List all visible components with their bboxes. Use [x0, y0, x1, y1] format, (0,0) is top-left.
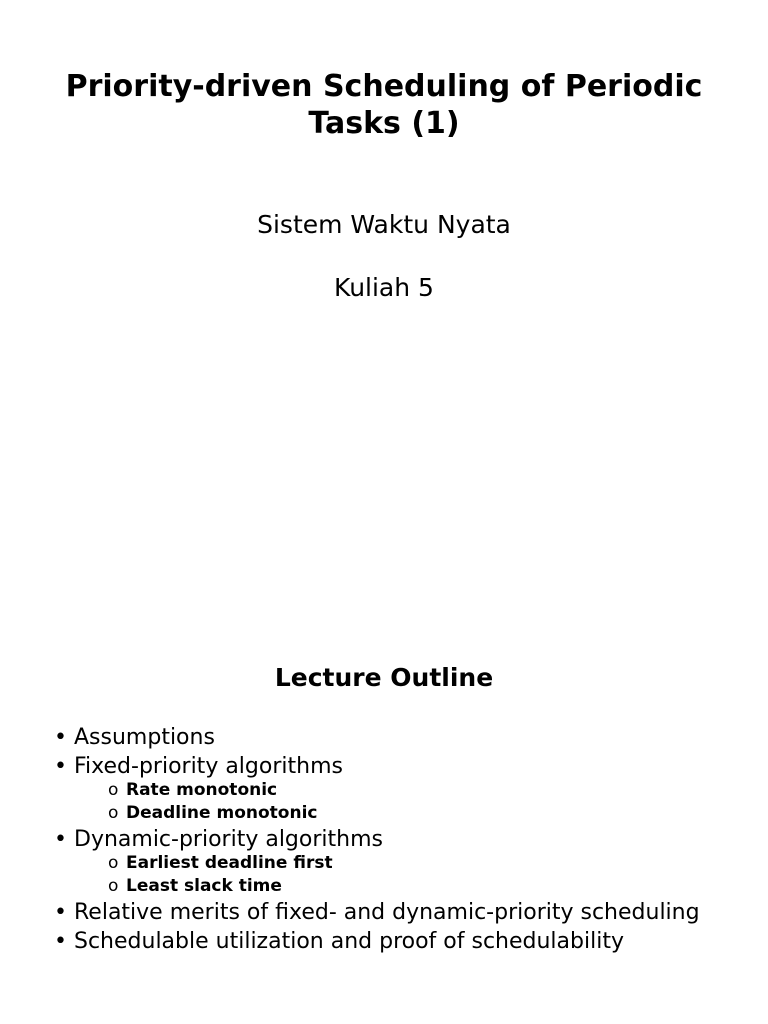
sub-list-item-label: Rate monotonic: [126, 780, 278, 800]
sub-list: [74, 779, 732, 825]
outline-heading: Lecture Outline: [274, 663, 494, 692]
list-item: [52, 899, 732, 927]
sub-list-item-label: Deadline monotonic: [126, 803, 318, 823]
list-item: [52, 753, 732, 825]
sub-list-item: [74, 802, 732, 825]
list-item-label: Schedulable utilization and proof of schedulability: [74, 929, 624, 954]
circle-bullet-icon: o: [108, 853, 119, 873]
circle-bullet-icon: o: [108, 803, 119, 823]
list-item: [52, 826, 732, 898]
lecture-number: Kuliah 5: [334, 273, 434, 302]
sub-list: [74, 852, 732, 898]
bullet-icon: •: [54, 929, 67, 954]
bullet-icon: •: [54, 827, 67, 852]
slide-title: Priority-driven Scheduling of Periodic Tasks (1): [65, 69, 703, 141]
sub-list-item-label: Earliest deadline first: [126, 853, 333, 873]
list-item-label: Dynamic-priority algorithms: [74, 827, 383, 852]
list-item: [52, 928, 732, 956]
list-item-label: Assumptions: [74, 725, 215, 750]
circle-bullet-icon: o: [108, 780, 119, 800]
course-name: Sistem Waktu Nyata: [257, 210, 511, 239]
bullet-icon: •: [54, 754, 67, 779]
sub-list-item-label: Least slack time: [126, 876, 282, 896]
bullet-icon: •: [54, 900, 67, 925]
outline-slide: [0, 512, 768, 1024]
list-item-label: Fixed-priority algorithms: [74, 754, 343, 779]
list-item: [52, 724, 732, 752]
list-item-label: Relative merits of fixed- and dynamic-priority scheduling: [74, 900, 700, 925]
circle-bullet-icon: o: [108, 876, 119, 896]
sub-list-item: [74, 875, 732, 898]
outline-list: [52, 724, 732, 957]
sub-list-item: [74, 779, 732, 802]
sub-list-item: [74, 852, 732, 875]
bullet-icon: •: [54, 725, 67, 750]
